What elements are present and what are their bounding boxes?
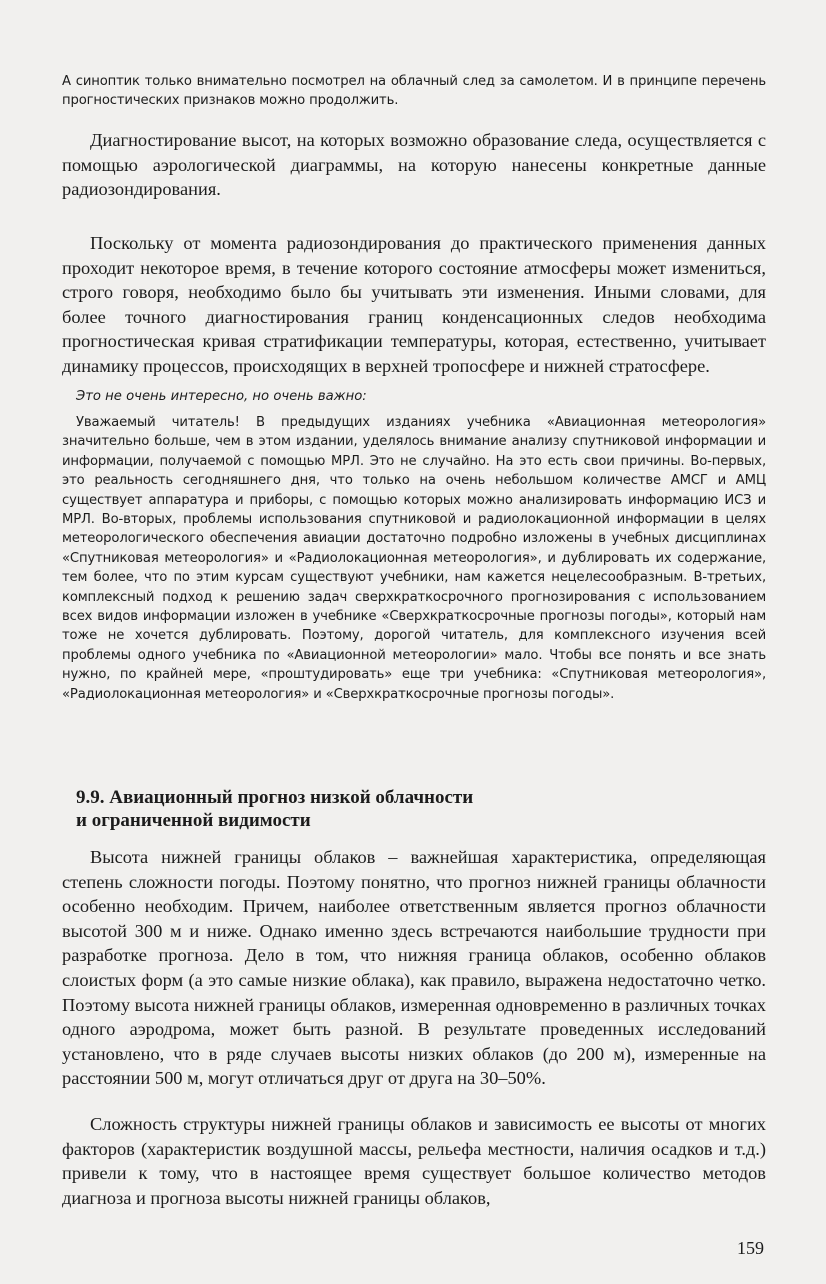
paragraph-structure: Сложность структуры нижней границы облаков и зависимость ее высоты от многих факторов (характеристик воздушной массы, рельефа местности, наличия осадков и т.д.) привели к тому, что в настоящее время существует большое количество методов диагноза и прогноза высоты нижней границы облаков, <box>62 1114 766 1208</box>
note-paragraph: Уважаемый читатель! В предыдущих изданиях учебника «Авиационная метеорология» значительно больше, чем в этом издании, уделялось внимание анализу спутниковой информации и информации, получаемой с помощью МРЛ. Это не случайно. На это есть свои причины. Во-первых, это реальность сегодняшнего дня, что только на очень небольшом количестве АМСГ и АМЦ существует аппаратура и приборы, с помощью которых можно анализировать информацию ИСЗ и МРЛ. Во-вторых, проблемы использования спутниковой и радиолокационной информации в целях метеорологического обеспечения авиации достаточно подробно изложены в учебных дисциплинах «Спутниковая метеорология» и «Радиолокационная метеорология», и дублировать их содержание, тем более, что по этим курсам существуют учебники, нам кажется нецелесообразным. В-третьих, комплексный подход к решению задач сверхкраткосрочного прогнозирования с использованием всех видов информации изложен в учебнике «Сверхкраткосрочные прогнозы погоды», который нам тоже не хочется дублировать. Поэтому, дорогой читатель, для комплексного изучения всей проблемы одного учебника по «Авиационной метеорологии» мало. Чтобы все понять и все знать нужно, по крайней мере, «проштудировать» еще три учебника: «Спутниковая метеорология», «Радиолокационная метеорология» и «Сверхкраткосрочные прогнозы погоды». <box>62 415 766 702</box>
section-heading <box>62 786 766 832</box>
intro-paragraph: А синоптик только внимательно посмотрел на облачный след за самолетом. И в принципе перечень прогностических признаков можно продолжить. <box>62 74 766 109</box>
page-number: 159 <box>737 1238 764 1258</box>
paragraph-stratification: Поскольку от момента радиозондирования до практического применения данных проходит некоторое время, в течение которого состояние атмосферы может измениться, строго говоря, необходимо было бы учитывать эти изменения. Иными словами, для более точного диагностирования границ конденсационных следов необходима прогностическая кривая стратификации температуры, которая, естественно, учитывает динамику процессов, происходящих в верхней тропосфере и нижней стратосфере. <box>62 233 766 376</box>
paragraph-cloud-base: Высота нижней границы облаков – важнейшая характеристика, определяющая степень сложности погоды. Поэтому понятно, что прогноз нижней границы облачности особенно необходим. Причем, наиболее ответственным является прогноз облачности высотой 300 м и ниже. Однако именно здесь встречаются наибольшие трудности при разработке прогноза. Дело в том, что нижняя граница облаков, особенно облаков слоистых форм (а это самые низкие облака), как правило, выражена недостаточно четко. Поэтому высота нижней границы облаков, измеренная одновременно в различных точках одного аэродрома, может быть разной. В результате проведенных исследований установлено, что в ряде случаев высоты низких облаков (до 200 м), измеренные на расстоянии 500 м, могут отличаться друг от друга на 30–50%. <box>62 847 766 1089</box>
note-label: Это не очень интересно, но очень важно: <box>76 389 367 404</box>
paragraph-diagnostics: Диагностирование высот, на которых возможно образование следа, осуществляется с помощью аэрологической диаграммы, на которую нанесены конкретные данные радиозондирования. <box>62 130 766 200</box>
section-heading-line2: и ограниченной видимости <box>76 810 311 831</box>
section-heading-line1: 9.9. Авиационный прогноз низкой облачности <box>76 787 474 808</box>
